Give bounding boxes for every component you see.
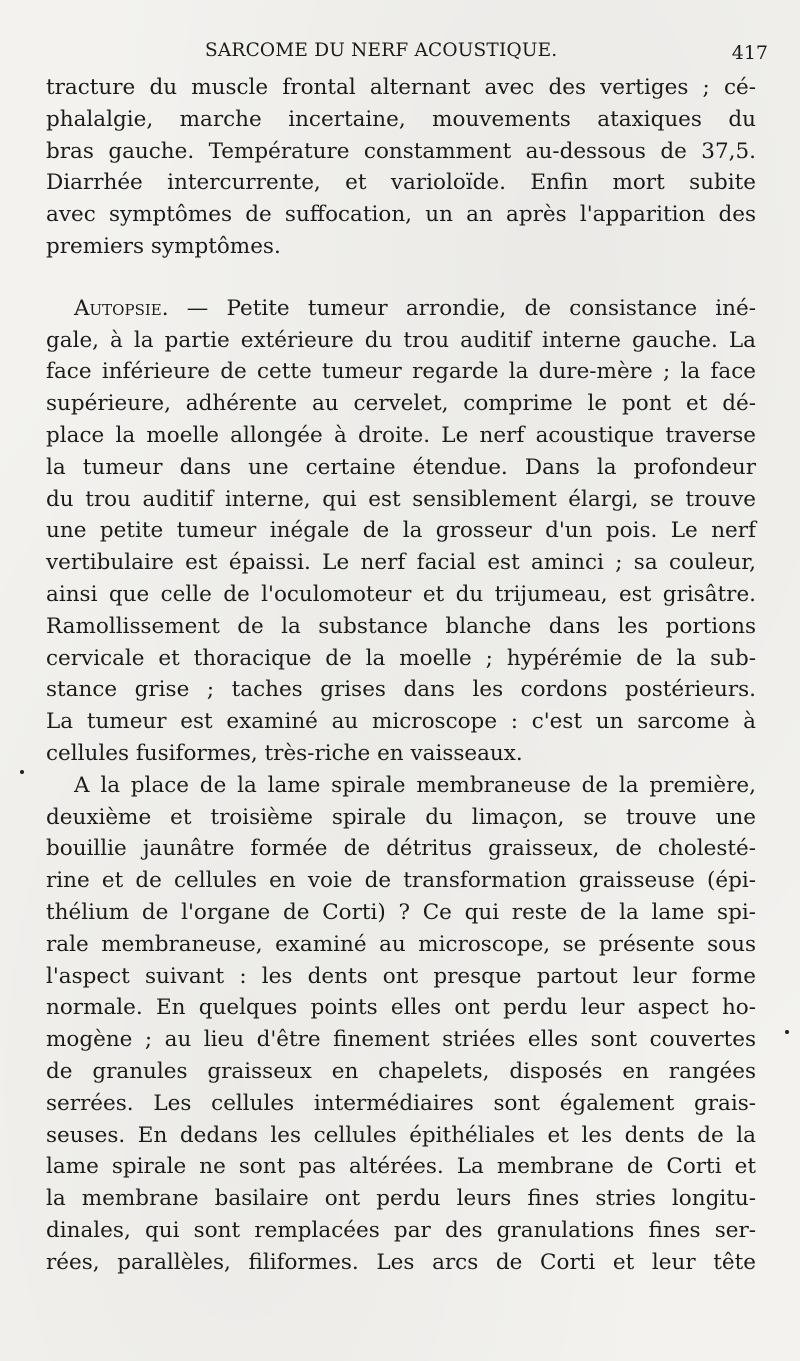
text-line: la tumeur dans une certaine étendue. Dans la profondeur [46, 454, 756, 480]
text-line: lame spirale ne sont pas altérées. La membrane de Corti et [46, 1154, 756, 1180]
text-line: seuses. En dedans les cellules épithéliales et les dents de la [46, 1122, 756, 1148]
text-line: une petite tumeur inégale de la grosseur d'un pois. Le nerf [46, 518, 756, 544]
text-line: bras gauche. Température constamment au-dessous de 37,5. [46, 138, 756, 164]
text-line-first [46, 293, 756, 325]
text-line: stance grise ; taches grises dans les cordons postérieurs. [46, 677, 756, 703]
text-line: rées, parallèles, filiformes. Les arcs de Corti et leur tête [46, 1249, 756, 1275]
text-line: vertibulaire est épaissi. Le nerf facial est aminci ; sa couleur, [46, 550, 756, 576]
text-line: Ramollissement de la substance blanche dans les portions [46, 613, 756, 639]
text-line: supérieure, adhérente au cervelet, comprime le pont et dé- [46, 391, 756, 417]
text-line: serrées. Les cellules intermédiaires sont également grais- [46, 1090, 756, 1116]
text-line: phalalgie, marche incertaine, mouvements ataxiques du [46, 106, 756, 132]
text-line: La tumeur est examiné au microscope : c'est un sarcome à [46, 709, 756, 735]
body-text [46, 72, 756, 1278]
text-line: Diarrhée intercurrente, et varioloïde. Enfin mort subite [46, 170, 756, 196]
text-line: rine et de cellules en voie de transformation graisseuse (épi- [46, 868, 756, 894]
page-number: 417 [731, 42, 768, 64]
text-line: l'aspect suivant : les dents ont presque partout leur forme [46, 963, 756, 989]
text-line: bouillie jaunâtre formée de détritus graisseux, de cholesté- [46, 836, 756, 862]
text-line: thélium de l'organe de Corti) ? Ce qui reste de la lame spi- [46, 899, 756, 925]
text-line: place la moelle allongée à droite. Le nerf acoustique traverse [46, 422, 756, 448]
paragraph-gap [46, 263, 756, 293]
text-line: de granules graisseux en chapelets, disposés en rangées [46, 1058, 756, 1084]
text-line: tracture du muscle frontal alternant avec des vertiges ; cé- [46, 75, 756, 100]
text-line: dinales, qui sont remplacées par des granulations fines ser- [46, 1217, 756, 1243]
text-line: avec symptômes de suffocation, un an après l'apparition des [46, 202, 756, 228]
text-line: normale. En quelques points elles ont perdu leur aspect ho- [46, 995, 756, 1021]
text-line: cervicale et thoracique de la moelle ; hypérémie de la sub- [46, 645, 756, 671]
paragraph-autopsie [46, 293, 756, 770]
text-line: premiers symptômes. [46, 233, 281, 259]
section-lead: Autopsie. [74, 295, 169, 321]
paragraph-3 [46, 770, 756, 1279]
ink-speck [20, 770, 24, 774]
running-head: SARCOME DU NERF ACOUSTIQUE. [205, 40, 558, 61]
text-line: du trou auditif interne, qui est sensiblement élargi, se trouve [46, 486, 756, 512]
text-line-rest: — Petite tumeur arrondie, de consistance iné- [168, 295, 756, 321]
paragraph-1 [46, 72, 756, 263]
text-line: rale membraneuse, examiné au microscope, se présente sous [46, 931, 756, 957]
ink-speck [785, 1030, 789, 1034]
text-line: deuxième et troisième spirale du limaçon, se trouve une [46, 804, 756, 830]
text-line: ainsi que celle de l'oculomoteur et du trijumeau, est grisâtre. [46, 581, 756, 607]
text-line: la membrane basilaire ont perdu leurs fines stries longitu- [46, 1186, 756, 1212]
text-line: mogène ; au lieu d'être finement striées elles sont couvertes [46, 1027, 756, 1053]
text-line: A la place de la lame spirale membraneuse de la première, [74, 772, 756, 798]
text-line: face inférieure de cette tumeur regarde la dure-mère ; la face [46, 359, 756, 385]
text-line: gale, à la partie extérieure du trou auditif interne gauche. La [46, 327, 756, 353]
text-line: cellules fusiformes, très-riche en vaisseaux. [46, 740, 523, 766]
